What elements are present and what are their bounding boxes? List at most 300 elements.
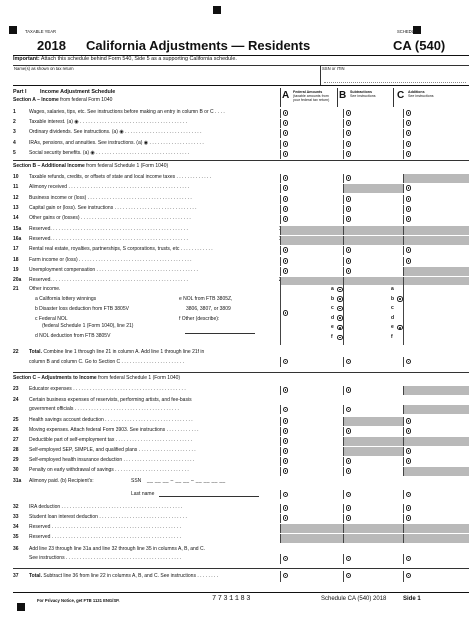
column-a-radio[interactable] xyxy=(283,151,289,157)
line-36-text-1: Add line 23 through line 31a and line 32 through line 35 in columns A, B, and C. xyxy=(29,546,205,552)
column-b-radio[interactable] xyxy=(346,196,352,202)
column-a-radio[interactable] xyxy=(283,196,289,202)
column-b-radio[interactable] xyxy=(346,428,352,434)
section-c-subtitle: from federal Schedule 1 (Form 1040) xyxy=(96,375,181,381)
taxpayer-name-field[interactable] xyxy=(14,73,314,83)
line-21-b-a-letter: a xyxy=(331,286,334,292)
line-37-column-c[interactable] xyxy=(403,571,469,582)
column-b-amount-field[interactable] xyxy=(343,386,403,395)
taxable-year-label: TAXABLE YEAR xyxy=(25,29,57,34)
column-b-amount-field[interactable] xyxy=(343,150,403,159)
column-b-letter: B xyxy=(339,90,347,101)
column-a-amount-field[interactable] xyxy=(280,184,343,193)
column-b-title: Subtractions xyxy=(350,90,372,94)
line-21-b-b-radio[interactable] xyxy=(337,296,343,302)
column-a-radio[interactable] xyxy=(283,448,289,454)
form-line-11 xyxy=(13,183,469,193)
column-b-amount-field[interactable] xyxy=(343,195,403,204)
line-description: Moving expenses. Attach federal Form 3903. See instructions . . . . . . . . . . . . xyxy=(29,427,199,434)
column-a-radio[interactable] xyxy=(283,206,289,212)
line-37-column-a[interactable] xyxy=(280,571,343,582)
line-21b-text: b Disaster loss deduction from FTB 3805V xyxy=(35,306,129,312)
column-b-radio[interactable] xyxy=(346,458,352,464)
line-21-b-e-radio[interactable] xyxy=(337,325,343,331)
column-a-amount-field[interactable] xyxy=(280,417,343,426)
line-number: 16a xyxy=(13,236,22,243)
column-a-radio[interactable] xyxy=(283,216,289,222)
important-text: Attach this schedule behind Form 540, Side 5 as a supporting California schedule. xyxy=(40,56,237,62)
column-b-radio[interactable] xyxy=(346,387,352,393)
column-b-amount-field xyxy=(343,236,403,245)
column-c-amount-field[interactable] xyxy=(403,447,469,456)
line-37-text xyxy=(29,573,218,579)
line-22-column-a-radio[interactable] xyxy=(283,359,289,365)
line-37-total: Total. xyxy=(29,573,42,579)
column-c-radio[interactable] xyxy=(406,515,412,521)
column-c-amount-field[interactable] xyxy=(403,184,469,193)
section-a-heading xyxy=(13,97,267,103)
column-b-amount-field[interactable] xyxy=(343,140,403,149)
line-31a-column-a[interactable] xyxy=(280,490,343,499)
line-number: 33 xyxy=(13,514,19,521)
line-number: 13 xyxy=(13,205,19,212)
column-c-amount-field[interactable] xyxy=(403,257,469,266)
column-a-amount-field[interactable] xyxy=(280,195,343,204)
column-c-amount-field[interactable] xyxy=(403,215,469,224)
column-a-radio[interactable] xyxy=(283,175,289,181)
line-36-column-a-radio[interactable] xyxy=(283,556,289,562)
form-line-13 xyxy=(13,204,469,214)
line-31b-last-name-label: Last name xyxy=(131,491,155,497)
column-c-radio[interactable] xyxy=(406,206,412,212)
line-21-column-a-radio[interactable] xyxy=(283,310,289,316)
section-b-heading xyxy=(13,163,267,169)
line-21-b-b-letter: b xyxy=(331,295,335,302)
line-description: Student loan interest deduction . . . . . . . . . . . . . . . . . . . . . . . . . . . . . . . . xyxy=(29,514,187,521)
line-37-column-c-radio[interactable] xyxy=(406,573,412,579)
column-b-radio[interactable] xyxy=(346,130,352,136)
column-c-radio[interactable] xyxy=(406,151,412,157)
line-number: 32 xyxy=(13,504,19,511)
line-description: Reserved. . . . . . . . . . . . . . . . . . . . . . . . . . . . . . . . . . . . . . . . . . . . . . . . . . xyxy=(29,226,188,233)
column-c-amount-field[interactable] xyxy=(403,119,469,128)
column-c-radio[interactable] xyxy=(406,141,412,147)
column-b-amount-field[interactable] xyxy=(343,215,403,224)
column-c-letter: C xyxy=(397,90,405,101)
line-31a-number: 31a xyxy=(13,478,22,484)
line-description: Reserved. . . . . . . . . . . . . . . . . . . . . . . . . . . . . . . . . . . . . . . . . . . . . . . . . . xyxy=(29,277,188,284)
line-description: Taxable interest. (a) ◉ . . . . . . . . . . . . . . . . . . . . . . . . . . . . . . . . . . . . . . . xyxy=(29,119,188,126)
line-number: 3 xyxy=(13,129,16,136)
column-b-amount-field[interactable] xyxy=(343,119,403,128)
line-number: 11 xyxy=(13,184,19,191)
column-c-radio[interactable] xyxy=(406,130,412,136)
column-a-radio[interactable] xyxy=(283,247,289,253)
line-37-row xyxy=(13,571,469,585)
column-c-amount-field xyxy=(403,236,469,245)
line-21d-text: d NOL deduction from FTB 3805V xyxy=(35,333,111,339)
line-36-row xyxy=(13,544,469,566)
column-c-amount-field[interactable] xyxy=(403,140,469,149)
line-21-b-f-radio[interactable] xyxy=(337,335,343,341)
column-c-radio[interactable] xyxy=(406,110,412,116)
line-21-c-e-letter: e xyxy=(391,324,394,331)
column-c-radio[interactable] xyxy=(406,505,412,511)
line-36-column-b-radio[interactable] xyxy=(346,556,352,562)
column-b-radio[interactable] xyxy=(346,206,352,212)
column-b-amount-field[interactable] xyxy=(343,246,403,255)
line-21-c-f-letter: f xyxy=(391,334,393,340)
footer-rule xyxy=(13,592,469,593)
section-b-rule xyxy=(13,160,469,161)
line-21-c-c-letter: c xyxy=(391,305,394,312)
form-line-16a xyxy=(13,235,469,245)
line-31b-ssn-field[interactable]: __ __ __ – __ __ – __ __ __ __ xyxy=(147,478,226,484)
form-line-17 xyxy=(13,245,469,255)
column-a-radio[interactable] xyxy=(283,438,289,444)
form-code: 7731183 xyxy=(212,595,252,603)
column-c-amount-field[interactable] xyxy=(403,205,469,214)
line-description: Wages, salaries, tips, etc. See instructions before making an entry in column B or C . . . . xyxy=(29,109,225,116)
column-b-radio[interactable] xyxy=(346,175,352,181)
line-21-column-c xyxy=(403,285,469,345)
line-31a-column-a-radio[interactable] xyxy=(283,492,289,498)
line-description: Penalty on early withdrawal of savings . . . . . . . . . . . . . . . . . . . . . . . . . . . xyxy=(29,467,189,474)
part-title: Income Adjustment Schedule xyxy=(40,89,116,95)
column-a-amount-field[interactable] xyxy=(280,109,343,118)
section-b-subtitle: from federal Schedule 1 (Form 1040) xyxy=(84,163,169,169)
column-c-amount-field[interactable] xyxy=(403,109,469,118)
column-b-subtitle: See instructions xyxy=(350,94,376,99)
line-description: Health savings account deduction . . . . . . . . . . . . . . . . . . . . . . . . . . . . . . . . xyxy=(29,417,193,424)
line-21-text: Other income. xyxy=(29,286,61,292)
column-b-radio[interactable] xyxy=(346,141,352,147)
line-number: 12 xyxy=(13,195,19,202)
line-number: 29 xyxy=(13,457,19,464)
line-number: 20a xyxy=(13,277,22,284)
column-c-radio[interactable] xyxy=(406,258,412,264)
column-a-radio[interactable] xyxy=(283,130,289,136)
line-21-b-a-radio[interactable] xyxy=(337,287,343,293)
column-a-amount-field[interactable] xyxy=(280,205,343,214)
line-24-text-2: government officials . . . . . . . . . . . . . . . . . . . . . . . . . . . . . . . . . . . . . . xyxy=(29,406,179,412)
line-36-column-a[interactable] xyxy=(280,554,343,564)
line-description: Ordinary dividends. See instructions. (a) ◉ . . . . . . . . . . . . . . . . . . . . . . . . . . . . xyxy=(29,129,202,136)
column-c-radio[interactable] xyxy=(406,418,412,424)
form-line-33 xyxy=(13,513,469,523)
column-c-radio[interactable] xyxy=(406,196,412,202)
line-number: 35 xyxy=(13,534,19,541)
names-label: Name(s) as shown on tax return xyxy=(14,66,74,71)
column-c-amount-field[interactable] xyxy=(403,427,469,436)
line-21-block xyxy=(13,285,469,345)
column-b-amount-field xyxy=(343,447,403,456)
line-22-column-a[interactable] xyxy=(280,357,343,367)
registration-mark-left xyxy=(9,26,17,34)
line-21-b-d-radio[interactable] xyxy=(337,315,343,321)
line-21f-describe-field[interactable] xyxy=(185,328,255,334)
form-line-32 xyxy=(13,503,469,513)
column-b-radio[interactable] xyxy=(346,515,352,521)
line-number: 17 xyxy=(13,246,19,253)
line-37-description: Subtract line 36 from line 22 in columns A, B, and C. See instructions . . . . . . . . xyxy=(43,573,219,579)
form-line-35 xyxy=(13,533,469,543)
line-24-column-a[interactable] xyxy=(280,405,343,414)
column-a-radio[interactable] xyxy=(283,268,289,274)
column-c-amount-field xyxy=(403,524,469,533)
column-a-amount-field[interactable] xyxy=(280,246,343,255)
column-a-amount-field[interactable] xyxy=(280,257,343,266)
form-line-18 xyxy=(13,256,469,266)
line-22-column-c[interactable] xyxy=(403,357,469,367)
schedule-label: SCHEDULE xyxy=(397,29,420,34)
column-c-amount-field[interactable] xyxy=(403,504,469,513)
column-c-radio[interactable] xyxy=(406,428,412,434)
line-36-column-c-radio[interactable] xyxy=(406,556,412,562)
line-31a-column-b-radio[interactable] xyxy=(346,492,352,498)
column-c-amount-field xyxy=(403,267,469,276)
column-a-amount-field[interactable] xyxy=(280,174,343,183)
form-title: California Adjustments — Residents xyxy=(86,38,311,53)
column-b-amount-field[interactable] xyxy=(343,205,403,214)
column-a-amount-field[interactable] xyxy=(280,119,343,128)
line-21-b-e-letter: e xyxy=(331,324,334,331)
line-21-c-a-letter: a xyxy=(391,286,394,292)
column-c-amount-field[interactable] xyxy=(403,246,469,255)
form-line-27 xyxy=(13,436,469,446)
form-line-14 xyxy=(13,214,469,224)
column-a-radio[interactable] xyxy=(283,458,289,464)
column-c-amount-field xyxy=(403,174,469,183)
form-line-2 xyxy=(13,118,469,128)
line-description: IRA deduction . . . . . . . . . . . . . . . . . . . . . . . . . . . . . . . . . . . . . . . . . . . . xyxy=(29,504,183,511)
line-description: Reserved. . . . . . . . . . . . . . . . . . . . . . . . . . . . . . . . . . . . . . . . . . . . . . . . . . xyxy=(29,236,188,243)
column-a-header xyxy=(280,89,330,107)
column-a-radio[interactable] xyxy=(283,505,289,511)
column-b-radio[interactable] xyxy=(346,120,352,126)
line-number: 14 xyxy=(13,215,19,222)
line-24-row xyxy=(13,396,469,415)
line-22-text-2: column B and column C. Go to Section C . . . . . . . . . . . . . . . . . . . . . . . xyxy=(29,359,185,365)
line-37-column-b[interactable] xyxy=(343,571,403,582)
line-24-column-b-radio[interactable] xyxy=(346,407,352,413)
column-a-amount-field[interactable] xyxy=(280,437,343,446)
line-21-c-b-letter: b xyxy=(391,295,395,302)
line-22-total: Total. xyxy=(29,349,42,355)
column-a-radio[interactable] xyxy=(283,141,289,147)
form-line-5 xyxy=(13,149,469,159)
line-37-rule xyxy=(13,568,469,569)
column-a-radio[interactable] xyxy=(283,515,289,521)
column-a-letter: A xyxy=(282,90,290,101)
column-b-radio[interactable] xyxy=(346,110,352,116)
line-21-b-c-radio[interactable] xyxy=(337,306,343,312)
column-a-amount-field[interactable] xyxy=(280,386,343,395)
column-c-radio[interactable] xyxy=(406,216,412,222)
part-label: Part I xyxy=(13,89,27,95)
column-a-amount-field[interactable] xyxy=(280,129,343,138)
line-number: 18 xyxy=(13,257,19,264)
line-number: 5 xyxy=(13,150,16,157)
line-37-number: 37 xyxy=(13,573,19,579)
column-b-radio[interactable] xyxy=(346,505,352,511)
line-number: 19 xyxy=(13,267,19,274)
column-b-amount-field[interactable] xyxy=(343,457,403,466)
line-number: 4 xyxy=(13,140,16,147)
important-label: Important: xyxy=(13,56,40,62)
line-number: 26 xyxy=(13,427,19,434)
taxpayer-ssn-field[interactable] xyxy=(324,73,466,83)
column-c-amount-field[interactable] xyxy=(403,514,469,523)
column-a-amount-field[interactable] xyxy=(280,140,343,149)
column-c-radio[interactable] xyxy=(406,185,412,191)
line-22-column-b-radio[interactable] xyxy=(346,359,352,365)
column-b-amount-field[interactable] xyxy=(343,257,403,266)
column-a-radio[interactable] xyxy=(283,185,289,191)
column-c-subtitle: See instructions xyxy=(408,94,434,99)
column-b-amount-field[interactable] xyxy=(343,427,403,436)
section-b-title: Section B – Additional Income xyxy=(13,163,85,169)
privacy-notice: For Privacy Notice, get FTB 1131 ENG/SP. xyxy=(37,598,120,603)
line-31a-text: Alimony paid. (b) Recipient's: xyxy=(29,478,94,484)
column-a-radio[interactable] xyxy=(283,110,289,116)
footer-side: Side 1 xyxy=(403,596,421,602)
line-31a-column-c[interactable] xyxy=(403,490,469,499)
form-line-10 xyxy=(13,173,469,183)
line-21-c-e-radio[interactable] xyxy=(397,325,403,331)
column-b-amount-field[interactable] xyxy=(343,514,403,523)
column-c-amount-field xyxy=(403,226,469,235)
line-31b-last-name-field[interactable] xyxy=(159,496,259,497)
column-a-title: Federal Amounts xyxy=(293,90,323,94)
form-line-28 xyxy=(13,446,469,456)
line-31a-column-b[interactable] xyxy=(343,490,403,499)
line-21-number: 21 xyxy=(13,286,19,292)
column-a-amount-field[interactable] xyxy=(280,447,343,456)
line-22-column-b[interactable] xyxy=(343,357,403,367)
column-b-radio[interactable] xyxy=(346,216,352,222)
line-31a-row xyxy=(13,475,469,501)
form-line-23 xyxy=(13,385,469,395)
line-description: Farm income or (loss) . . . . . . . . . . . . . . . . . . . . . . . . . . . . . . . . . . . . . . . . . xyxy=(29,257,192,264)
column-b-radio[interactable] xyxy=(346,151,352,157)
column-c-radio[interactable] xyxy=(406,458,412,464)
form-line-25 xyxy=(13,416,469,426)
line-31a-column-c-radio[interactable] xyxy=(406,492,412,498)
line-24-text-1: Certain business expenses of reservists, performing artists, and fee-basis xyxy=(29,397,192,403)
column-b-radio[interactable] xyxy=(346,258,352,264)
column-a-radio[interactable] xyxy=(283,468,289,474)
part-rule xyxy=(13,85,469,86)
names-rule xyxy=(13,65,469,66)
column-a-amount-field[interactable] xyxy=(280,514,343,523)
column-c-radio[interactable] xyxy=(406,120,412,126)
line-37-column-b-radio[interactable] xyxy=(346,573,352,579)
line-21-b-f-letter: f xyxy=(331,334,333,340)
column-b-amount-field xyxy=(343,226,403,235)
section-a-subtitle: from federal Form 1040 xyxy=(58,97,113,103)
line-number: 2 xyxy=(13,119,16,126)
column-c-radio[interactable] xyxy=(406,448,412,454)
line-24-column-b[interactable] xyxy=(343,405,403,414)
column-c-title: Additions xyxy=(408,90,425,94)
line-description: Unemployment compensation . . . . . . . . . . . . . . . . . . . . . . . . . . . . . . . . . . . . . xyxy=(29,267,198,274)
column-a-amount-field[interactable] xyxy=(280,150,343,159)
form-line-19 xyxy=(13,266,469,276)
line-36-column-c[interactable] xyxy=(403,554,469,564)
column-a-amount-field[interactable] xyxy=(280,215,343,224)
line-21e-text-2: 3806, 3807, or 3809 xyxy=(186,306,231,312)
line-21-c-b-radio[interactable] xyxy=(397,296,403,302)
column-a-amount-field[interactable] xyxy=(280,504,343,513)
column-b-amount-field[interactable] xyxy=(343,267,403,276)
column-a-radio[interactable] xyxy=(283,120,289,126)
column-b-amount-field xyxy=(343,534,403,543)
line-description: Self-employed health insurance deduction . . . . . . . . . . . . . . . . . . . . . . . . . . xyxy=(29,457,195,464)
important-note xyxy=(13,57,237,63)
line-22-row xyxy=(13,347,469,368)
column-b-amount-field[interactable] xyxy=(343,109,403,118)
column-header-divider-c xyxy=(393,88,394,107)
line-37-column-a-radio[interactable] xyxy=(283,573,289,579)
column-b-radio[interactable] xyxy=(346,247,352,253)
column-a-amount-field[interactable] xyxy=(280,457,343,466)
column-b-amount-field xyxy=(343,437,403,446)
line-36-column-b[interactable] xyxy=(343,554,403,564)
column-a-radio[interactable] xyxy=(283,418,289,424)
registration-mark-bottom xyxy=(17,603,25,611)
column-c-amount-field[interactable] xyxy=(403,195,469,204)
column-b-amount-field[interactable] xyxy=(343,129,403,138)
line-description: Business income or (loss) . . . . . . . . . . . . . . . . . . . . . . . . . . . . . . . . . . . . . . xyxy=(29,195,192,202)
line-number: 25 xyxy=(13,417,19,424)
section-c-heading xyxy=(13,375,267,381)
column-b-amount-field[interactable] xyxy=(343,174,403,183)
column-a-radio[interactable] xyxy=(283,387,289,393)
line-description: IRAs, pensions, and annuities. See instructions. (a) ◉ . . . . . . . . . . . . . . . . . . . . xyxy=(29,140,204,147)
column-a-radio[interactable] xyxy=(283,258,289,264)
line-24-column-a-radio[interactable] xyxy=(283,407,289,413)
line-number: 34 xyxy=(13,524,19,531)
form-line-15a xyxy=(13,225,469,235)
form-line-12 xyxy=(13,194,469,204)
column-a-amount-field[interactable] xyxy=(280,427,343,436)
line-22-column-c-radio[interactable] xyxy=(406,359,412,365)
line-description: Deductible part of self-employment tax . . . . . . . . . . . . . . . . . . . . . . . . . . . . xyxy=(29,437,193,444)
column-a-amount-field[interactable] xyxy=(280,267,343,276)
column-c-amount-field[interactable] xyxy=(403,457,469,466)
column-a-amount-field xyxy=(280,226,343,235)
column-c-amount-field[interactable] xyxy=(403,150,469,159)
column-c-amount-field[interactable] xyxy=(403,417,469,426)
ssn-divider xyxy=(320,65,321,85)
tax-year: 2018 xyxy=(37,38,66,53)
column-c-amount-field[interactable] xyxy=(403,129,469,138)
column-b-radio[interactable] xyxy=(346,468,352,474)
column-a-radio[interactable] xyxy=(283,428,289,434)
form-number: CA (540) xyxy=(393,38,446,53)
column-b-radio[interactable] xyxy=(346,268,352,274)
line-21e-text: e NOL from FTB 3805Z, xyxy=(179,296,233,302)
column-c-amount-field xyxy=(403,534,469,543)
line-21f-text: f Other (describe): xyxy=(179,316,220,322)
column-b-amount-field[interactable] xyxy=(343,504,403,513)
ssn-label: SSN or ITIN xyxy=(322,66,345,71)
registration-mark-top xyxy=(213,6,221,14)
line-number: 30 xyxy=(13,467,19,474)
column-c-radio[interactable] xyxy=(406,247,412,253)
line-36-text-2: See instructions . . . . . . . . . . . . . . . . . . . . . . . . . . . . . . . . . . . . . . . . . . xyxy=(29,555,182,561)
